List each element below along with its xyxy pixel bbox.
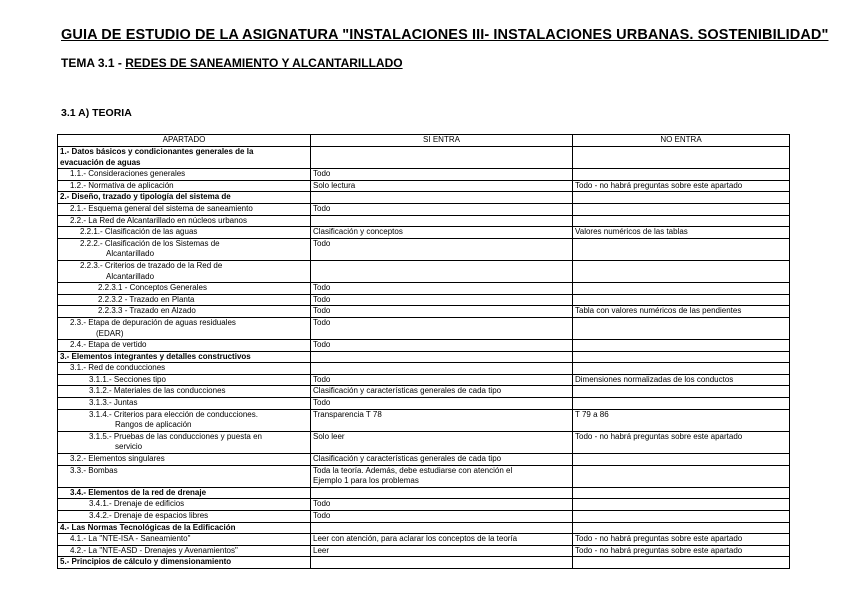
apartado-cell — [58, 374, 311, 386]
table-row — [58, 511, 790, 523]
no-entra-cell — [573, 340, 790, 352]
no-entra-cell: Todo - no habrá preguntas sobre este apartado — [573, 534, 790, 546]
apartado-cell — [58, 203, 311, 215]
no-entra-cell: Todo - no habrá preguntas sobre este apartado — [573, 180, 790, 192]
apartado-cell — [58, 534, 311, 546]
apartado-text: 4.1.- La "NTE-ISA - Saneamiento" — [70, 534, 191, 544]
no-entra-cell — [573, 147, 790, 169]
no-entra-cell — [573, 465, 790, 487]
table-header-row — [58, 135, 790, 147]
si-entra-cell — [311, 386, 573, 398]
si-entra-text: Todo — [313, 511, 331, 520]
si-entra-text: Todo — [313, 203, 331, 213]
si-entra-cell — [311, 180, 573, 192]
si-entra-text: Todo — [313, 306, 331, 316]
table-row — [58, 340, 790, 352]
no-entra-cell: Todo - no habrá preguntas sobre este apartado — [573, 545, 790, 557]
apartado-text-continued: Alcantarillado — [106, 249, 155, 259]
apartado-text: 1.- Datos básicos y condicionantes generales de la — [60, 147, 254, 156]
si-entra-cell — [311, 374, 573, 386]
no-entra-cell — [573, 317, 790, 339]
apartado-text-continued: evacuación de aguas — [60, 157, 141, 167]
table-row — [58, 215, 790, 227]
apartado-cell — [58, 294, 311, 306]
si-entra-text: Todo — [313, 294, 331, 304]
si-entra-cell — [311, 169, 573, 181]
no-entra-cell — [573, 169, 790, 181]
si-entra-text: Todo — [313, 283, 331, 293]
table-row — [58, 238, 790, 260]
apartado-text: 3.3.- Bombas — [70, 465, 118, 475]
table-row — [58, 306, 790, 318]
table-row — [58, 398, 790, 410]
table-row — [58, 409, 790, 431]
no-entra-cell — [573, 283, 790, 295]
no-entra-cell — [573, 386, 790, 398]
apartado-cell — [58, 227, 311, 239]
si-entra-cell — [311, 454, 573, 466]
no-entra-cell — [573, 511, 790, 523]
table-row — [58, 454, 790, 466]
si-entra-text: Clasificación y características generales de cada tipo — [313, 454, 502, 464]
no-entra-cell: Valores numéricos de las tablas — [573, 227, 790, 239]
table-row — [58, 294, 790, 306]
table-row — [58, 431, 790, 453]
apartado-text: 3.1.5.- Pruebas de las conducciones y puesta en — [89, 431, 262, 441]
si-entra-cell — [311, 340, 573, 352]
apartado-text: 2.2.3.1 - Conceptos Generales — [98, 283, 207, 293]
no-entra-cell — [573, 192, 790, 204]
apartado-text: 5.- Principios de cálculo y dimensionamiento — [60, 557, 232, 567]
apartado-text: 3.4.2.- Drenaje de espacios libres — [89, 511, 209, 520]
si-entra-cell — [311, 522, 573, 534]
apartado-cell — [58, 465, 311, 487]
no-entra-cell: Todo - no habrá preguntas sobre este apartado — [573, 431, 790, 453]
apartado-cell — [58, 545, 311, 557]
si-entra-cell — [311, 306, 573, 318]
no-entra-cell — [573, 260, 790, 282]
table-row — [58, 465, 790, 487]
si-entra-cell — [311, 487, 573, 499]
si-entra-text: Todo — [313, 374, 331, 384]
table-row — [58, 374, 790, 386]
apartado-cell — [58, 147, 311, 169]
si-entra-cell — [311, 557, 573, 569]
si-entra-text: Clasificación y conceptos — [313, 227, 403, 237]
apartado-cell — [58, 238, 311, 260]
si-entra-cell — [311, 499, 573, 511]
apartado-text: 3.1.1.- Secciones tipo — [89, 374, 166, 384]
apartado-cell — [58, 557, 311, 569]
table-row — [58, 227, 790, 239]
si-entra-text: Todo — [313, 398, 331, 408]
apartado-cell — [58, 522, 311, 534]
si-entra-text: Todo — [313, 340, 331, 350]
si-entra-cell — [311, 409, 573, 431]
table-row — [58, 534, 790, 546]
apartado-text: 2.2.3.2 - Trazado en Planta — [98, 294, 195, 304]
table-body — [58, 147, 790, 569]
section-heading: 3.1 A) TEORIA — [61, 107, 132, 119]
no-entra-cell: T 79 a 86 — [573, 409, 790, 431]
si-entra-text: Toda la teoría. Además, debe estudiarse con atención el — [313, 465, 513, 475]
table-row — [58, 317, 790, 339]
no-entra-cell — [573, 294, 790, 306]
tema-prefix: TEMA 3.1 - — [61, 56, 126, 70]
si-entra-cell — [311, 203, 573, 215]
apartado-text: 2.3.- Etapa de depuración de aguas residuales — [70, 317, 236, 327]
apartado-text: 1.1.- Consideraciones generales — [70, 169, 186, 179]
si-entra-cell — [311, 545, 573, 557]
si-entra-cell — [311, 398, 573, 410]
apartado-text: 2.2.2.- Clasificación de los Sistemas de — [80, 238, 220, 248]
si-entra-cell — [311, 192, 573, 204]
si-entra-cell — [311, 283, 573, 295]
apartado-cell — [58, 386, 311, 398]
table-row — [58, 192, 790, 204]
apartado-text: 4.- Las Normas Tecnológicas de la Edificación — [60, 522, 236, 532]
apartado-text: 3.1.2.- Materiales de las conducciones — [89, 386, 226, 396]
apartado-cell — [58, 306, 311, 318]
table-row — [58, 351, 790, 363]
table-row — [58, 522, 790, 534]
table-row — [58, 169, 790, 181]
si-entra-cell — [311, 260, 573, 282]
si-entra-cell — [311, 534, 573, 546]
si-entra-text: Transparencia T 78 — [313, 409, 382, 419]
table-row — [58, 557, 790, 569]
table-row — [58, 545, 790, 557]
si-entra-text: Todo — [313, 317, 331, 327]
si-entra-text: Solo lectura — [313, 180, 356, 190]
tema-name: REDES DE SANEAMIENTO Y ALCANTARILLADO — [125, 56, 403, 70]
si-entra-text: Clasificación y características generales de cada tipo — [313, 386, 502, 396]
no-entra-cell — [573, 522, 790, 534]
apartado-cell — [58, 487, 311, 499]
apartado-text-continued: Alcantarillado — [106, 271, 155, 281]
si-entra-cell — [311, 511, 573, 523]
apartado-cell — [58, 511, 311, 523]
table-row — [58, 180, 790, 192]
apartado-text: 2.1.- Esquema general del sistema de saneamiento — [70, 203, 253, 213]
table-row — [58, 386, 790, 398]
no-entra-cell — [573, 238, 790, 260]
apartado-text: 1.2.- Normativa de aplicación — [70, 180, 174, 190]
apartado-text: 3.- Elementos integrantes y detalles constructivos — [60, 351, 251, 361]
apartado-cell — [58, 351, 311, 363]
apartado-text: 3.1.4.- Criterios para elección de conducciones. — [89, 409, 258, 419]
apartado-text-continued: Rangos de aplicación — [115, 420, 192, 430]
apartado-text: 2.- Diseño, trazado y tipología del sistema de — [60, 192, 231, 202]
no-entra-cell — [573, 203, 790, 215]
no-entra-cell — [573, 454, 790, 466]
apartado-text: 2.2.- La Red de Alcantarillado en núcleos urbanos — [70, 215, 248, 225]
si-entra-cell — [311, 465, 573, 487]
column-header-si-entra: SI ENTRA — [311, 135, 573, 147]
si-entra-cell — [311, 363, 573, 375]
apartado-cell — [58, 454, 311, 466]
apartado-text: 3.1.- Red de conducciones — [70, 363, 166, 373]
apartado-cell — [58, 340, 311, 352]
si-entra-text: Solo leer — [313, 431, 345, 441]
table-row — [58, 260, 790, 282]
no-entra-cell: Tabla con valores numéricos de las pendientes — [573, 306, 790, 318]
apartado-text: 3.1.3.- Juntas — [89, 398, 138, 408]
no-entra-cell — [573, 351, 790, 363]
apartado-cell — [58, 215, 311, 227]
no-entra-cell — [573, 363, 790, 375]
apartado-text: 2.2.3.- Criterios de trazado de la Red de — [80, 260, 223, 270]
si-entra-text: Leer con atención, para aclarar los conceptos de la teoría — [313, 534, 518, 544]
apartado-cell — [58, 317, 311, 339]
column-header-apartado: APARTADO — [58, 135, 311, 147]
si-entra-cell — [311, 317, 573, 339]
si-entra-cell — [311, 147, 573, 169]
apartado-cell — [58, 169, 311, 181]
apartado-cell — [58, 398, 311, 410]
si-entra-cell — [311, 215, 573, 227]
si-entra-cell — [311, 431, 573, 453]
si-entra-cell — [311, 238, 573, 260]
apartado-cell — [58, 192, 311, 204]
apartado-cell — [58, 431, 311, 453]
apartado-text: 3.4.1.- Drenaje de edificios — [89, 499, 185, 509]
table-row — [58, 487, 790, 499]
table-row — [58, 363, 790, 375]
si-entra-cell — [311, 294, 573, 306]
apartado-text: 4.2.- La "NTE-ASD - Drenajes y Avenamientos" — [70, 545, 238, 555]
no-entra-cell: Dimensiones normalizadas de los conductos — [573, 374, 790, 386]
no-entra-cell — [573, 487, 790, 499]
table-row — [58, 499, 790, 511]
si-entra-text: Todo — [313, 169, 331, 179]
apartado-cell — [58, 499, 311, 511]
document-title: GUIA DE ESTUDIO DE LA ASIGNATURA "INSTALACIONES III- INSTALACIONES URBANAS. SOSTENIBILIDAD" — [61, 27, 829, 43]
no-entra-cell — [573, 398, 790, 410]
table-row — [58, 283, 790, 295]
si-entra-text: Leer — [313, 545, 330, 555]
si-entra-text: Todo — [313, 238, 331, 248]
si-entra-text-continued: Ejemplo 1 para los problemas — [313, 476, 419, 486]
tema-heading — [61, 56, 403, 70]
apartado-text: 3.2.- Elementos singulares — [70, 454, 165, 464]
table-row — [58, 203, 790, 215]
study-guide-table — [57, 134, 790, 569]
table-row — [58, 147, 790, 169]
apartado-text-continued: servicio — [115, 442, 143, 452]
column-header-no-entra: NO ENTRA — [573, 135, 790, 147]
apartado-cell — [58, 409, 311, 431]
no-entra-cell — [573, 499, 790, 511]
si-entra-text: Todo — [313, 499, 331, 509]
apartado-text-continued: (EDAR) — [96, 328, 124, 338]
apartado-text: 2.4.- Etapa de vertido — [70, 340, 147, 350]
apartado-text: 3.4.- Elementos de la red de drenaje — [70, 487, 207, 497]
apartado-cell — [58, 180, 311, 192]
no-entra-cell — [573, 557, 790, 569]
apartado-text: 2.2.3.3 - Trazado en Alzado — [98, 306, 196, 316]
no-entra-cell — [573, 215, 790, 227]
apartado-cell — [58, 283, 311, 295]
apartado-text: 2.2.1.- Clasificación de las aguas — [80, 227, 198, 237]
si-entra-cell — [311, 351, 573, 363]
apartado-cell — [58, 260, 311, 282]
si-entra-cell — [311, 227, 573, 239]
apartado-cell — [58, 363, 311, 375]
